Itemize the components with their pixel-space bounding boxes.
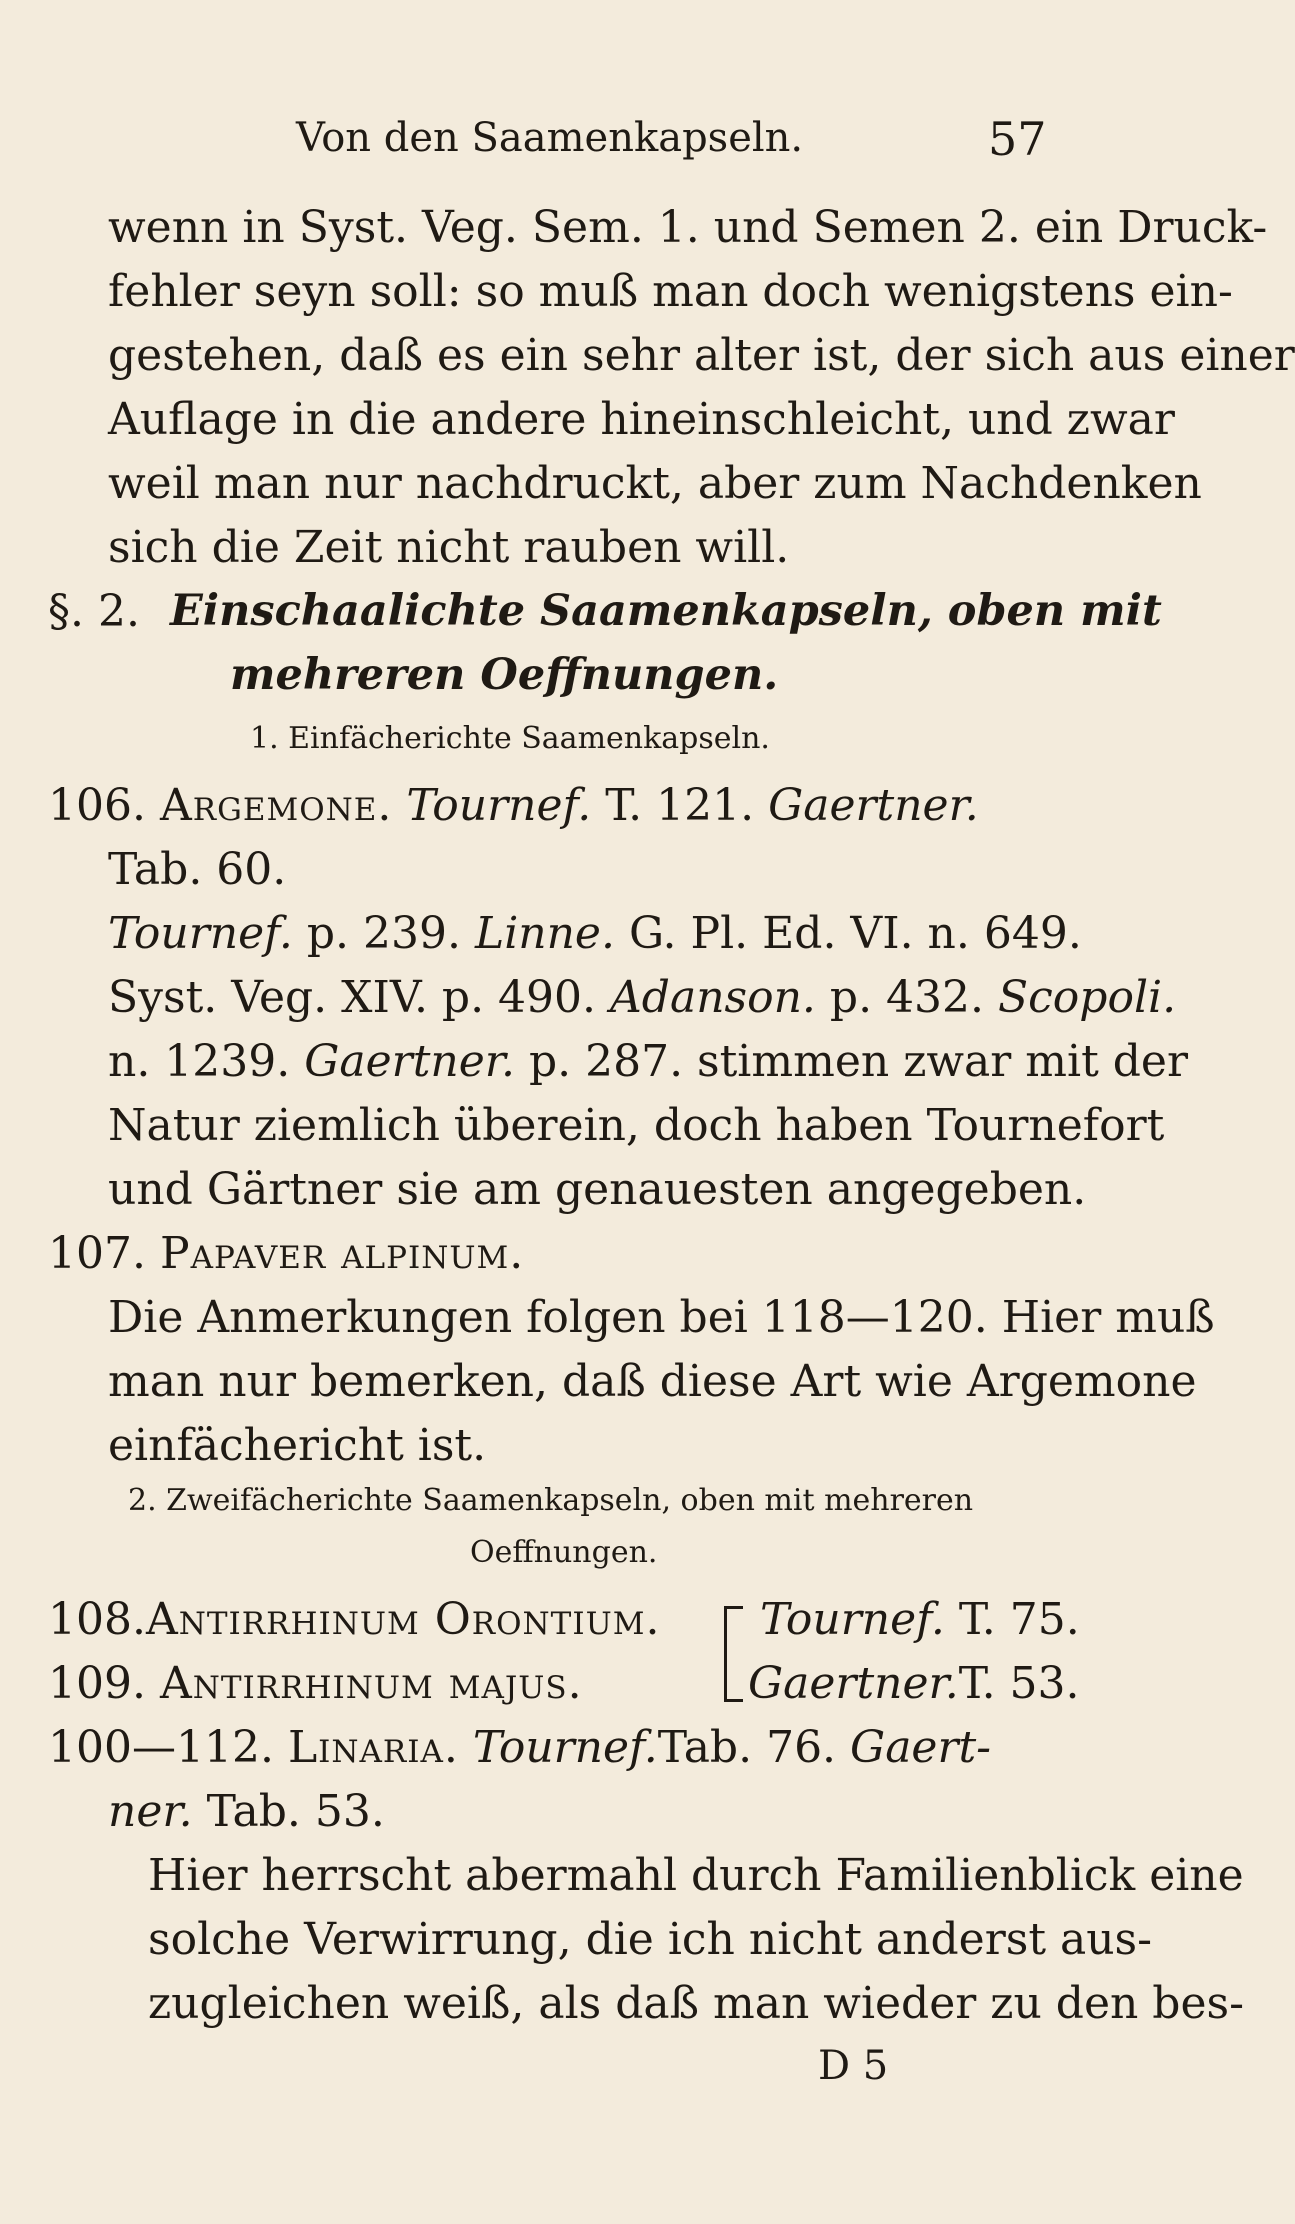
author-ref: Gaertner. [748,1658,959,1709]
intro-line-5: weil man nur nachdruckt, aber zum Nachdenken [108,458,1202,509]
intro-line-1: wenn in Syst. Veg. Sem. 1. und Semen 2. ein Druck- [108,202,1268,253]
entry-106-text-2: und Gärtner sie am genauesten angegeben. [108,1164,1087,1215]
section-title-line-2: mehreren Oeffnungen. [230,650,779,700]
entry-106 [48,780,979,831]
species-name: Papaver alpinum. [159,1228,525,1279]
ref-text: p. 432. [815,972,999,1023]
subheading-two-line-1: 2. Zweifächerichte Saamenkapseln, oben mit mehreren [128,1483,974,1518]
entry-number: 108. [48,1594,146,1645]
intro-line-6: sich die Zeit nicht rauben will. [108,522,790,573]
entry-107-text-2: man nur bemerken, daß diese Art wie Argemone [108,1356,1197,1407]
closing-line-1: Hier herrscht abermahl durch Familienblick eine [148,1850,1244,1901]
entry-109-ref [748,1658,1080,1709]
closing-line-2: solche Verwirrung, die ich nicht anderst aus- [148,1914,1153,1965]
ref-text: p. 239. [292,908,475,959]
author-ref: Linne. [474,908,615,959]
ref-text: n. 1239. [108,1036,305,1087]
ref-text: Syst. Veg. XIV. p. 490. [108,972,611,1023]
author-ref: Tournef. [108,908,293,959]
author-ref: Adanson. [610,972,816,1023]
subheading-two-line-2: Oeffnungen. [470,1535,658,1570]
entry-109 [48,1658,583,1709]
entry-110-cont [108,1786,385,1837]
brace-mark [724,1606,743,1702]
subheading-one: 1. Einfächerichte Saamenkapseln. [250,721,770,756]
entry-106-ref-line-1 [108,908,1082,959]
intro-line-2: fehler seyn soll: so muß man doch wenigstens ein- [108,266,1233,317]
entry-107 [48,1228,525,1279]
plate-ref: T. 75. [958,1594,1080,1645]
intro-line-3: gestehen, daß es ein sehr alter ist, der sich aus einer [108,330,1295,381]
author-ref: Tournef. [472,1722,658,1773]
intro-line-4: Auflage in die andere hineinschleicht, und zwar [108,394,1175,445]
author-ref: Gaert- [850,1722,992,1773]
genus-name: Argemone. [159,780,393,831]
closing-line-3: zugleichen weiß, als daß man wieder zu den bes- [148,1978,1244,2029]
ref-text: G. Pl. Ed. VI. n. 649. [614,908,1082,959]
entry-108 [48,1594,661,1645]
entry-110 [48,1722,992,1773]
author-ref: Scopoli. [998,972,1177,1023]
species-name: Antirrhinum majus. [159,1658,583,1709]
section-title-line-1: Einschaalichte Saamenkapseln, oben mit [170,586,1162,636]
entry-108-ref [760,1594,1080,1645]
plate-ref: T. 121. [605,780,755,831]
entry-106-plate: Tab. 60. [108,844,287,895]
species-name: Antirrhinum Orontium. [145,1594,661,1645]
entry-106-ref-line-2 [108,972,1177,1023]
entry-number: 100—112. [48,1722,274,1773]
entry-number: 109. [48,1658,146,1709]
section-number: §. 2. [48,586,140,637]
signature-mark: D 5 [818,2043,889,2089]
entry-106-text-1: Natur ziemlich überein, doch haben Tournefort [108,1100,1165,1151]
author-ref: Gaertner. [768,780,979,831]
author-ref: Tournef. [406,780,592,831]
plate-ref: Tab. 53. [206,1786,385,1837]
plate-ref: Tab. 76. [657,1722,837,1773]
page-number: 57 [988,112,1047,166]
author-ref: Tournef. [760,1594,945,1645]
entry-107-text-3: einfächericht ist. [108,1420,487,1471]
genus-name: Linaria. [287,1722,459,1773]
entry-number: 106. [48,780,146,831]
author-ref: ner. [108,1786,193,1837]
author-ref: Gaertner. [304,1036,515,1087]
entry-number: 107. [48,1228,146,1279]
ref-text: p. 287. stimmen zwar mit der [514,1036,1188,1087]
entry-107-text-1: Die Anmerkungen folgen bei 118—120. Hier muß [108,1292,1215,1343]
entry-106-ref-line-3 [108,1036,1188,1087]
plate-ref: T. 53. [958,1658,1080,1709]
running-title: Von den Saamenkapseln. [296,115,804,161]
